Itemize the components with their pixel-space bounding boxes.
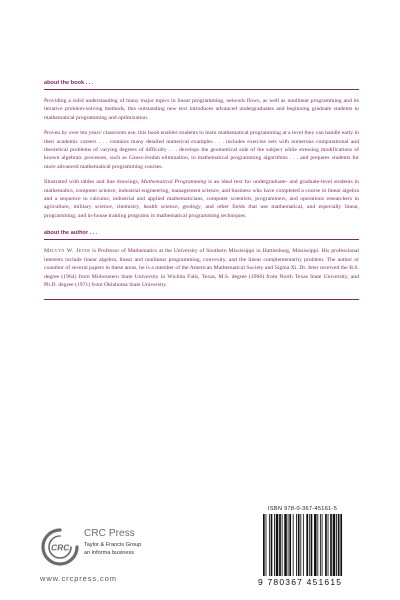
logo-lettering: CRC [51, 542, 70, 553]
barcode-bar [284, 514, 287, 576]
barcode-bar [336, 514, 337, 576]
barcode-bar [303, 514, 304, 576]
barcode-bar [314, 514, 317, 576]
publisher-name: CRC Press [84, 528, 135, 539]
barcode-bar [320, 514, 321, 576]
paragraph-3-lead: Illustrated with tables and line drawings, [44, 179, 142, 186]
cover-text [44, 80, 359, 300]
barcode-bar [296, 514, 297, 576]
barcode-bar [293, 514, 294, 576]
barcode-icon [262, 514, 366, 576]
about-author-paragraph [44, 247, 359, 289]
barcode-bar [279, 514, 281, 576]
barcode-bar [298, 514, 300, 576]
barcode-bar [340, 514, 342, 576]
barcode-bar [325, 514, 327, 576]
barcode-bar [306, 514, 308, 576]
paragraph-3-rest: is an ideal text for undergraduate- and graduate-level students in mathematics, computer science, industrial engineering, management science, and business who have completed a course in linear algebra and a sequence in calculus; industrial and applied mathematicians, computer scientists, programmers, and operations researchers in agriculture, military science, chemistry, health science, geology, and other fields that use mathematical, and especially linear, programming; and in-house training programs in mathematical programming techniques. [44, 179, 360, 219]
crc-press-logo-icon [40, 527, 80, 567]
author-bio: is Professor of Mathematics at the University of Southern Mississippi in Hattiesburg, Mississippi. His professional interests include linear algebra, linear and nonlinear programming, convexity, and the linear complementarity problem. The author or coauthor of several papers in these areas, he is a member of the American Mathematical Society and Sigma Xi. Dr. Jeter received the B.S. degree (1964) from Midwestern State University in Wichita Falls, Texas, M.S. degree (1966) from North Texas State University, and Ph.D. degree (1971) from Oklahoma State University. [44, 248, 360, 288]
barcode-digits: 9 780367 451615 [258, 577, 343, 587]
isbn-text: ISBN 978-0-367-45161-5 [268, 506, 338, 512]
barcode-bar [338, 514, 340, 576]
barcode-bar [263, 514, 265, 576]
barcode-bar [271, 514, 273, 576]
barcode-bar [288, 514, 289, 576]
barcode-bar [269, 514, 270, 576]
barcode-bar [266, 514, 267, 576]
barcode-bar [276, 514, 279, 576]
barcode-bar [289, 514, 291, 576]
barcode-bar [274, 514, 275, 576]
about-book-heading: about the book . . . [44, 80, 359, 90]
bottom-divider [44, 299, 359, 300]
barcode-bar [322, 514, 323, 576]
about-book-paragraph-1: Providing a solid understanding of many major topics in linear programming, network flows, as well as nonlinear programming and its iterative problem-solving methods, this outstanding new text introduces advanced undergraduates and beginning graduate students to mathematical programming and optimization. [44, 98, 359, 121]
publisher-tagline: an informa business [84, 550, 135, 556]
barcode-bar [317, 514, 318, 576]
barcode-bar [282, 514, 283, 576]
barcode-bar [311, 514, 313, 576]
barcode-bar [309, 514, 310, 576]
publisher-url: www.crcpress.com [40, 574, 117, 583]
about-book-paragraph-3 [44, 178, 359, 220]
book-title: Mathematical Programming [141, 179, 207, 186]
barcode-bar [330, 514, 332, 576]
about-book-paragraph-2: Proven by over ten years' classroom use, this book enables students to learn mathematical programming at a level they can handle early in their academic careers . . . contains many detailed numerical examples . . . includes exercise sets with numerous computational and theoretical problems of varying degrees of difficulty . . . develops the geometrical side of the subject while stressing modifications of known algebraic processes, such as Gauss-Jordan elimination, to mathematical programming algorithms . . . and prepares students for more advanced mathematical programming courses. [44, 130, 359, 170]
author-name: Melvyn W. Jeter [44, 248, 91, 255]
barcode-bar [328, 514, 329, 576]
publisher-group: Taylor & Francis Group [84, 542, 142, 548]
barcode-bar [300, 514, 301, 576]
about-author-heading: about the author . . . [44, 230, 359, 240]
barcode-bar [333, 514, 336, 576]
